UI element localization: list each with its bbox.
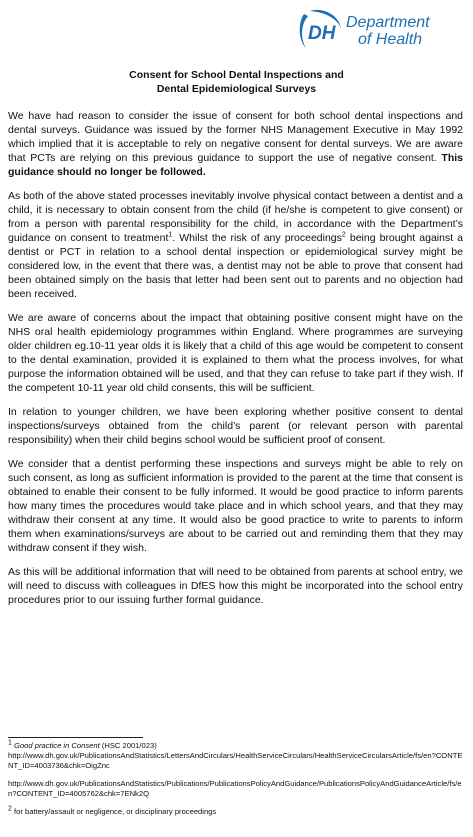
document-body (8, 109, 463, 617)
dh-logo-mark-icon (296, 8, 344, 54)
paragraph-2-part-c: being brought against a dentist or PCT in relation to a school dental inspection or epidemiological survey might be considered low, in the event that there was, a dentist may not be able to prove that consent had been obtained simply on the basis that letter had been sent out to parents and no objection had been received. (8, 232, 464, 300)
footnote-2 (8, 807, 463, 817)
paragraph-2-part-a: As both of the above stated processes inevitably involve physical contact between a dentist and a child, it is necessary to obtain consent from the child (if he/she is competent to give consent) or from a person with parental responsibility for the child, in accordance with the Department’s guidance on consent to treatment (8, 190, 463, 244)
footnotes (8, 741, 463, 817)
footnote-ref-2: 2 (341, 231, 346, 239)
department-of-health-logo (296, 8, 461, 58)
title-line-1: Consent for School Dental Inspections and (129, 69, 344, 81)
paragraph-1-text: We have had reason to consider the issue of consent for both school dental inspections and dental surveys. Guidance was issued by the former NHS Management Executive in May 1992 which implied that it is acceptable to rely on negative consent for dental surveys. We are aware that PCTs are relying on this previous guidance to support the use of negative consent. (8, 110, 463, 164)
footnote-1-second-url[interactable]: http://www.dh.gov.uk/PublicationsAndStatistics/Publications/PublicationsPolicyAndGuidance/PublicationsPolicyAndGuidanceArticle/fs/en?CONTENT_ID=4005762&chk=7ENk2Q (8, 779, 462, 798)
footnote-1-url[interactable]: http://www.dh.gov.uk/PublicationsAndStatistics/LettersAndCirculars/HealthServiceCirculars/HealthServiceCircularsArticle/fs/en?CONTENT_ID=4003736&chk=OigZnc (8, 751, 463, 770)
paragraph-guidance-withdrawn (8, 109, 463, 179)
footnote-2-number: 2 (8, 805, 12, 813)
footnote-1 (8, 741, 463, 771)
paragraph-1-bold-statement: This guidance should no longer be followed. (8, 152, 463, 178)
paragraph-2-part-b: . Whilst the risk of any proceedings (172, 232, 342, 244)
paragraph-younger-children: In relation to younger children, we have been exploring whether positive consent to dental inspections/surveys obtained from the child’s parent (or relevant person with parental responsibility) when their child begins school would be sufficient proof of consent. (8, 406, 463, 446)
paragraph-physical-contact-consent (8, 189, 463, 301)
logo-line-of-health: of Health (358, 31, 423, 48)
paragraph-school-entry: As this will be additional information that will need to be obtained from parents at school entry, we will need to discuss with colleagues in DfES how this might be incorporated into the school entry procedures prior to our issuing further formal guidance. (8, 566, 463, 606)
logo-mark-text: DH (308, 23, 336, 44)
document-title (0, 68, 473, 96)
footnote-ref-1: 1 (168, 231, 173, 239)
footnote-1-ref: (HSC 2001/023) (99, 741, 157, 750)
footnote-1-number: 1 (8, 739, 12, 747)
footnote-2-text: for battery/assault or negligence, or disciplinary proceedings (11, 807, 217, 816)
paragraph-positive-consent-impact: We are aware of concerns about the impact that obtaining positive consent might have on the NHS oral health epidemiology programmes within England. Where programmes are surveying older children eg.10-11 year olds it is likely that a child of this age would be competent to consent to the dental examination, provided it is explained to them what the process involves, for what purpose the information obtained will be used, and that they can refuse to take part if they wish. If the competent 10-11 year old child consents, this will be sufficient. (8, 312, 463, 394)
title-line-2: Dental Epidemiological Surveys (156, 83, 317, 95)
footnote-1-title: Good practice in Consent (14, 741, 100, 750)
paragraph-informed-consent: We consider that a dentist performing these inspections and surveys might be able to rely on such consent, as long as sufficient information is provided to the parent at the time that consent is obtained to enable their consent to be fully informed. It would be good practice to inform parents how many times the procedures would take place and in which school years, and that they may withdraw their consent at any time. It would also be good practice to write to parents to inform them when examinations/surveys are about to be carried out and reminding them that they may withdraw consent if they wish. (8, 458, 463, 554)
footnote-divider (8, 737, 143, 738)
logo-line-department: Department (346, 14, 430, 31)
